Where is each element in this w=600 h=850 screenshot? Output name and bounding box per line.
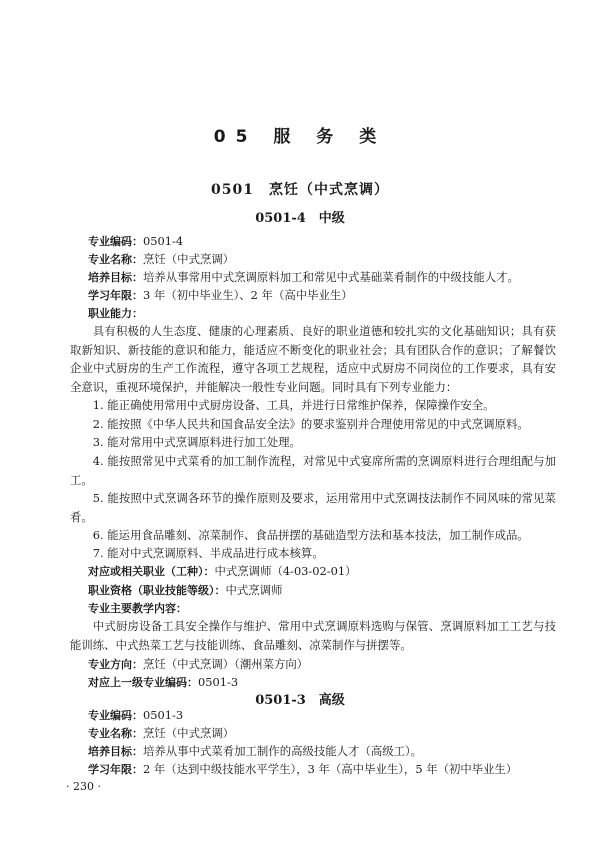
ability-item: 7. 能对中式烹调原料、半成品进行成本核算。 bbox=[92, 546, 324, 560]
years-value: 3 年（初中毕业生）、2 年（高中毕业生） bbox=[143, 288, 353, 302]
ability-item: 1. 能正确使用常用中式厨房设备、工具，并进行日常维护保养，保障操作安全。 bbox=[92, 398, 495, 412]
job-row bbox=[88, 564, 558, 579]
name-row-advanced bbox=[88, 726, 558, 741]
goal-value: 培养从事中式菜肴加工制作的高级技能人才（高级工）。 bbox=[143, 744, 423, 758]
goal-row bbox=[88, 270, 558, 285]
job-label: 对应或相关职业（工种）： bbox=[88, 565, 215, 578]
direction-row bbox=[88, 657, 558, 672]
cert-label: 职业资格（职业技能等级）： bbox=[88, 584, 226, 597]
ability-item: 6. 能运用食品雕刻、凉菜制作、食品拼摆的基础造型方法和基本技法，加工制作成品。 bbox=[92, 528, 529, 542]
goal-row-advanced bbox=[88, 744, 558, 759]
level-heading-intermediate: 0501-4 中级 bbox=[255, 211, 345, 226]
code-value: 0501-3 bbox=[143, 708, 184, 722]
name-value: 烹饪（中式烹调） bbox=[143, 726, 235, 740]
cert-value: 中式烹调师 bbox=[225, 583, 283, 597]
name-label: 专业名称： bbox=[88, 253, 143, 266]
ability-label: 职业能力： bbox=[88, 307, 143, 320]
content-label: 专业主要教学内容： bbox=[88, 602, 187, 615]
name-value: 烹饪（中式烹调） bbox=[143, 252, 235, 266]
years-label: 学习年限： bbox=[88, 763, 143, 776]
direction-value: 烹饪（中式烹调）（潮州菜方向） bbox=[143, 657, 309, 671]
ability-intro: 具有积极的人生态度、健康的心理素质、良好的职业道德和较扎实的文化基础知识；具有获取新知识、新技能的意识和能力，能适应不断变化的职业社会；具有团队合作的意识；了解餐饮企业中式厨房的生产工作流程，遵守各项工艺规程，适应中式厨房不同岗位的工作要求，具有安全意识，重视环境保护，并能解决一般性专业问题。同时具有下列专业能力： bbox=[70, 324, 556, 394]
years-label: 学习年限： bbox=[88, 289, 143, 302]
ability-row bbox=[88, 306, 558, 321]
ability-item: 2. 能按照《中华人民共和国食品安全法》的要求鉴别并合理使用常见的中式烹调原料。 bbox=[92, 417, 529, 431]
code-row bbox=[88, 234, 558, 249]
prev-code-label: 对应上一级专业编码： bbox=[88, 676, 198, 689]
page-number: · 230 · bbox=[66, 780, 101, 793]
ability-item: 3. 能对常用中式烹调原料进行加工处理。 bbox=[92, 435, 301, 449]
prev-code-row bbox=[88, 675, 558, 690]
level-heading-advanced: 0501-3 高级 bbox=[255, 693, 345, 708]
years-row bbox=[88, 288, 558, 303]
code-label: 专业编码： bbox=[88, 235, 143, 248]
goal-label: 培养目标： bbox=[88, 271, 143, 284]
direction-label: 专业方向： bbox=[88, 658, 143, 671]
years-value: 2 年（达到中级技能水平学生），3 年（高中毕业生），5 年（初中毕业生） bbox=[143, 762, 518, 776]
years-row-advanced bbox=[88, 762, 558, 777]
goal-value: 培养从事常用中式烹调原料加工和常见中式基础菜肴制作的中级技能人才。 bbox=[143, 270, 519, 284]
name-label: 专业名称： bbox=[88, 727, 143, 740]
ability-item: 5. 能按照中式烹调各环节的操作原则及要求，运用常用中式烹调技法制作不同风味的常见菜肴。 bbox=[70, 491, 556, 524]
job-value: 中式烹调师（4-03-02-01） bbox=[214, 564, 357, 578]
code-label: 专业编码： bbox=[88, 709, 143, 722]
cert-row bbox=[88, 583, 558, 598]
prev-code-value: 0501-3 bbox=[198, 675, 239, 689]
code-value: 0501-4 bbox=[143, 234, 184, 248]
chapter-title: 05 服 务 类 bbox=[213, 127, 387, 147]
teaching-content: 中式厨房设备工具安全操作与维护、常用中式烹调原料选购与保管、烹调原料加工工艺与技能训练、中式热菜工艺与技能训练、食品雕刻、凉菜制作与拼摆等。 bbox=[70, 619, 556, 652]
ability-item: 4. 能按照常见中式菜肴的加工制作流程，对常见中式宴席所需的烹调原料进行合理组配与加工。 bbox=[70, 454, 556, 487]
goal-label: 培养目标： bbox=[88, 745, 143, 758]
section-title: 0501 烹饪（中式烹调） bbox=[211, 182, 389, 198]
code-row-advanced bbox=[88, 708, 558, 723]
name-row bbox=[88, 252, 558, 267]
content-row bbox=[88, 601, 558, 616]
